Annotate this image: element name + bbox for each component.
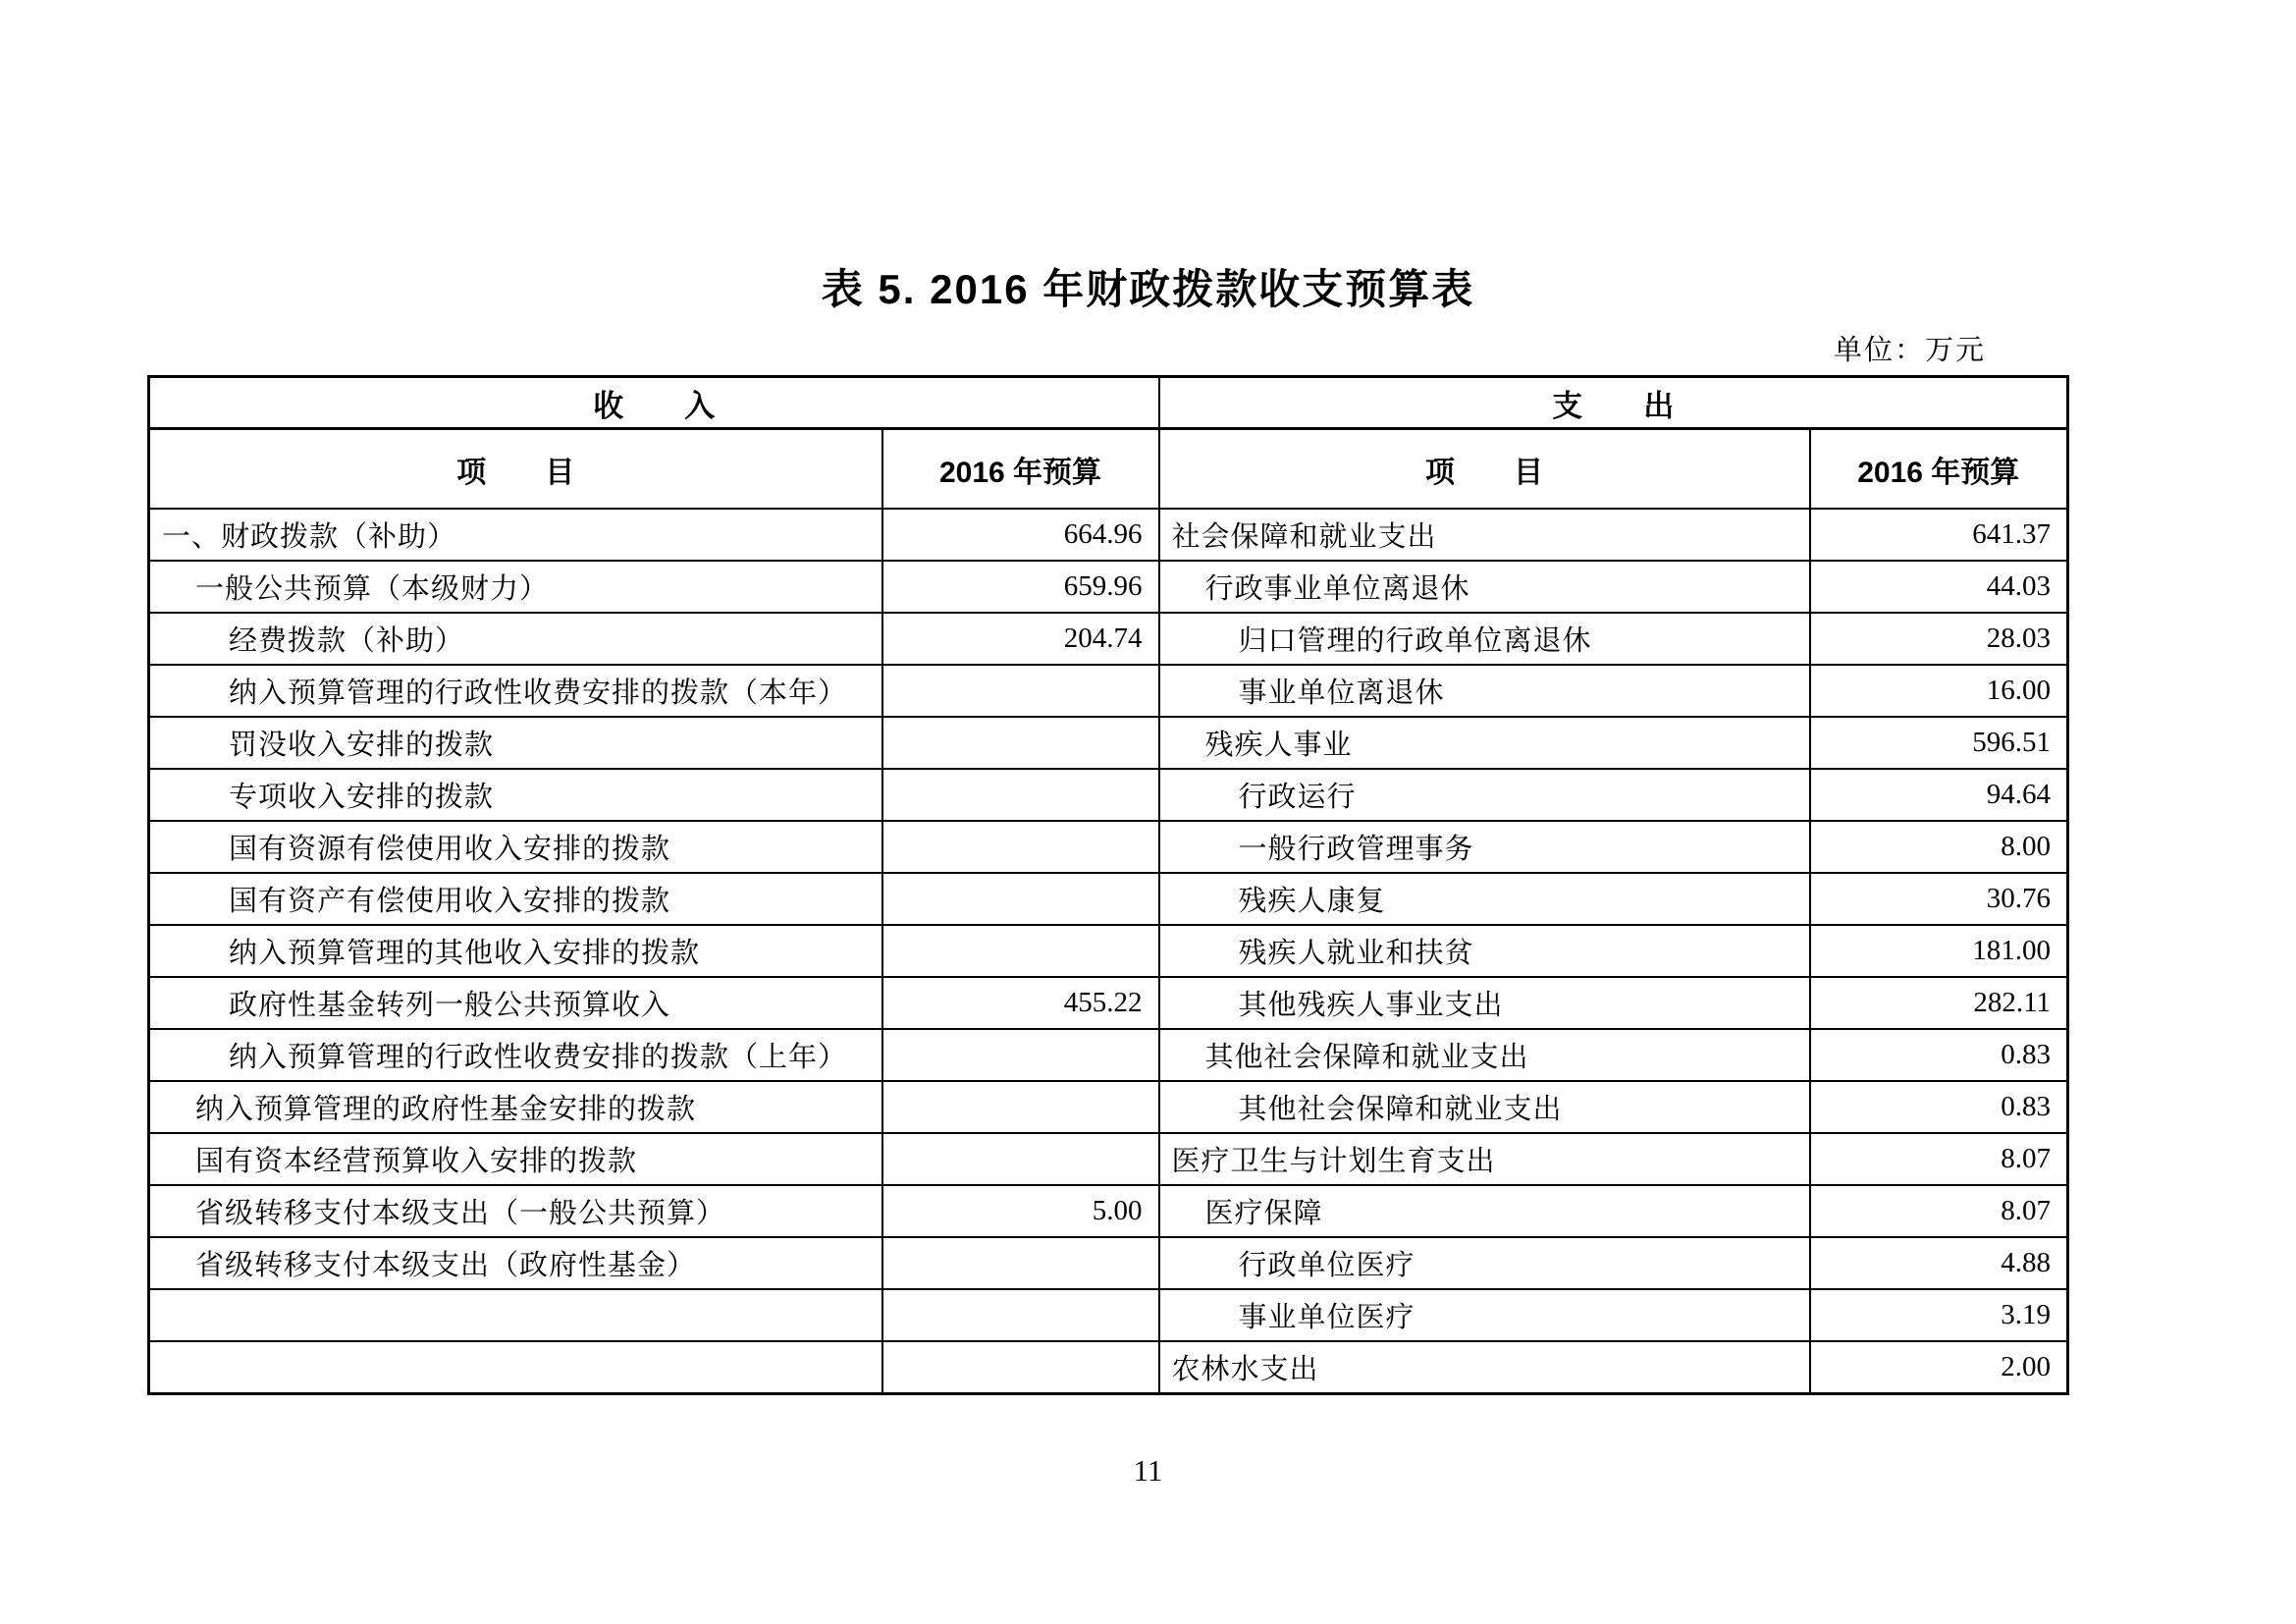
table-row xyxy=(149,925,2068,977)
budget-column-header-left: 2016 年预算 xyxy=(882,429,1159,510)
revenue-item-cell: 专项收入安排的拨款 xyxy=(149,769,882,821)
expenditure-budget-cell: 8.07 xyxy=(1810,1185,2068,1237)
table-row xyxy=(149,1081,2068,1133)
table-row xyxy=(149,769,2068,821)
unit-note: 单位：万元 xyxy=(1833,335,1986,366)
table-row xyxy=(149,1237,2068,1289)
expenditure-item-cell: 归口管理的行政单位离退休 xyxy=(1159,613,1810,665)
expenditure-item-cell: 医疗保障 xyxy=(1159,1185,1810,1237)
page-number: 11 xyxy=(1133,1453,1163,1488)
table-row xyxy=(149,873,2068,925)
table-row xyxy=(149,1289,2068,1341)
revenue-item-cell: 省级转移支付本级支出（一般公共预算） xyxy=(149,1185,882,1237)
expenditure-budget-cell: 0.83 xyxy=(1810,1029,2068,1081)
expenditure-item-cell: 残疾人就业和扶贫 xyxy=(1159,925,1810,977)
section-header-row xyxy=(149,377,2068,429)
expenditure-budget-cell: 94.64 xyxy=(1810,769,2068,821)
expenditure-budget-cell: 3.19 xyxy=(1810,1289,2068,1341)
revenue-section-header: 收 入 xyxy=(149,377,1159,429)
revenue-item-cell xyxy=(149,1341,882,1394)
revenue-item-cell: 经费拨款（补助） xyxy=(149,613,882,665)
item-column-header-right: 项 目 xyxy=(1159,429,1810,510)
expenditure-budget-cell: 2.00 xyxy=(1810,1341,2068,1394)
revenue-budget-cell xyxy=(882,1341,1159,1394)
table-row xyxy=(149,1029,2068,1081)
revenue-item-cell: 政府性基金转列一般公共预算收入 xyxy=(149,977,882,1029)
expenditure-item-cell: 残疾人事业 xyxy=(1159,717,1810,769)
item-column-header-left: 项 目 xyxy=(149,429,882,510)
expenditure-budget-cell: 181.00 xyxy=(1810,925,2068,977)
revenue-budget-cell: 659.96 xyxy=(882,561,1159,613)
table-row xyxy=(149,821,2068,873)
revenue-item-cell: 一般公共预算（本级财力） xyxy=(149,561,882,613)
table-row xyxy=(149,717,2068,769)
page-title: 表 5. 2016 年财政拨款收支预算表 xyxy=(821,266,1475,312)
revenue-budget-cell: 664.96 xyxy=(882,509,1159,561)
revenue-budget-cell: 455.22 xyxy=(882,977,1159,1029)
revenue-item-cell: 国有资产有偿使用收入安排的拨款 xyxy=(149,873,882,925)
expenditure-budget-cell: 28.03 xyxy=(1810,613,2068,665)
expenditure-section-header: 支 出 xyxy=(1159,377,2068,429)
expenditure-item-cell: 行政事业单位离退休 xyxy=(1159,561,1810,613)
table-row xyxy=(149,665,2068,717)
expenditure-item-cell: 行政单位医疗 xyxy=(1159,1237,1810,1289)
expenditure-item-cell: 其他社会保障和就业支出 xyxy=(1159,1029,1810,1081)
expenditure-item-cell: 残疾人康复 xyxy=(1159,873,1810,925)
expenditure-budget-cell: 596.51 xyxy=(1810,717,2068,769)
revenue-budget-cell xyxy=(882,717,1159,769)
table-row xyxy=(149,1185,2068,1237)
revenue-item-cell: 罚没收入安排的拨款 xyxy=(149,717,882,769)
revenue-item-cell: 纳入预算管理的政府性基金安排的拨款 xyxy=(149,1081,882,1133)
table-row xyxy=(149,1133,2068,1185)
expenditure-budget-cell: 44.03 xyxy=(1810,561,2068,613)
revenue-item-cell: 纳入预算管理的其他收入安排的拨款 xyxy=(149,925,882,977)
revenue-item-cell: 省级转移支付本级支出（政府性基金） xyxy=(149,1237,882,1289)
expenditure-budget-cell: 641.37 xyxy=(1810,509,2068,561)
expenditure-budget-cell: 16.00 xyxy=(1810,665,2068,717)
expenditure-item-cell: 事业单位离退休 xyxy=(1159,665,1810,717)
revenue-budget-cell xyxy=(882,1029,1159,1081)
revenue-budget-cell xyxy=(882,821,1159,873)
expenditure-budget-cell: 4.88 xyxy=(1810,1237,2068,1289)
table-row xyxy=(149,977,2068,1029)
revenue-budget-cell xyxy=(882,665,1159,717)
revenue-budget-cell: 204.74 xyxy=(882,613,1159,665)
revenue-item-cell: 国有资本经营预算收入安排的拨款 xyxy=(149,1133,882,1185)
expenditure-budget-cell: 0.83 xyxy=(1810,1081,2068,1133)
revenue-item-cell: 一、财政拨款（补助） xyxy=(149,509,882,561)
expenditure-budget-cell: 282.11 xyxy=(1810,977,2068,1029)
table-row xyxy=(149,509,2068,561)
expenditure-item-cell: 医疗卫生与计划生育支出 xyxy=(1159,1133,1810,1185)
revenue-budget-cell xyxy=(882,1133,1159,1185)
expenditure-item-cell: 其他残疾人事业支出 xyxy=(1159,977,1810,1029)
table-row xyxy=(149,613,2068,665)
expenditure-item-cell: 社会保障和就业支出 xyxy=(1159,509,1810,561)
expenditure-item-cell: 其他社会保障和就业支出 xyxy=(1159,1081,1810,1133)
revenue-item-cell xyxy=(149,1289,882,1341)
revenue-item-cell: 国有资源有偿使用收入安排的拨款 xyxy=(149,821,882,873)
revenue-budget-cell xyxy=(882,769,1159,821)
budget-table xyxy=(147,375,2069,1395)
column-header-row xyxy=(149,429,2068,510)
expenditure-budget-cell: 8.07 xyxy=(1810,1133,2068,1185)
expenditure-budget-cell: 8.00 xyxy=(1810,821,2068,873)
revenue-budget-cell xyxy=(882,1237,1159,1289)
revenue-budget-cell: 5.00 xyxy=(882,1185,1159,1237)
revenue-item-cell: 纳入预算管理的行政性收费安排的拨款（上年） xyxy=(149,1029,882,1081)
budget-column-header-right: 2016 年预算 xyxy=(1810,429,2068,510)
table-row xyxy=(149,1341,2068,1394)
expenditure-item-cell: 一般行政管理事务 xyxy=(1159,821,1810,873)
revenue-budget-cell xyxy=(882,1289,1159,1341)
expenditure-item-cell: 事业单位医疗 xyxy=(1159,1289,1810,1341)
expenditure-item-cell: 农林水支出 xyxy=(1159,1341,1810,1394)
revenue-budget-cell xyxy=(882,873,1159,925)
table-row xyxy=(149,561,2068,613)
expenditure-budget-cell: 30.76 xyxy=(1810,873,2068,925)
expenditure-item-cell: 行政运行 xyxy=(1159,769,1810,821)
revenue-budget-cell xyxy=(882,1081,1159,1133)
table-body xyxy=(149,509,2068,1394)
revenue-budget-cell xyxy=(882,925,1159,977)
revenue-item-cell: 纳入预算管理的行政性收费安排的拨款（本年） xyxy=(149,665,882,717)
